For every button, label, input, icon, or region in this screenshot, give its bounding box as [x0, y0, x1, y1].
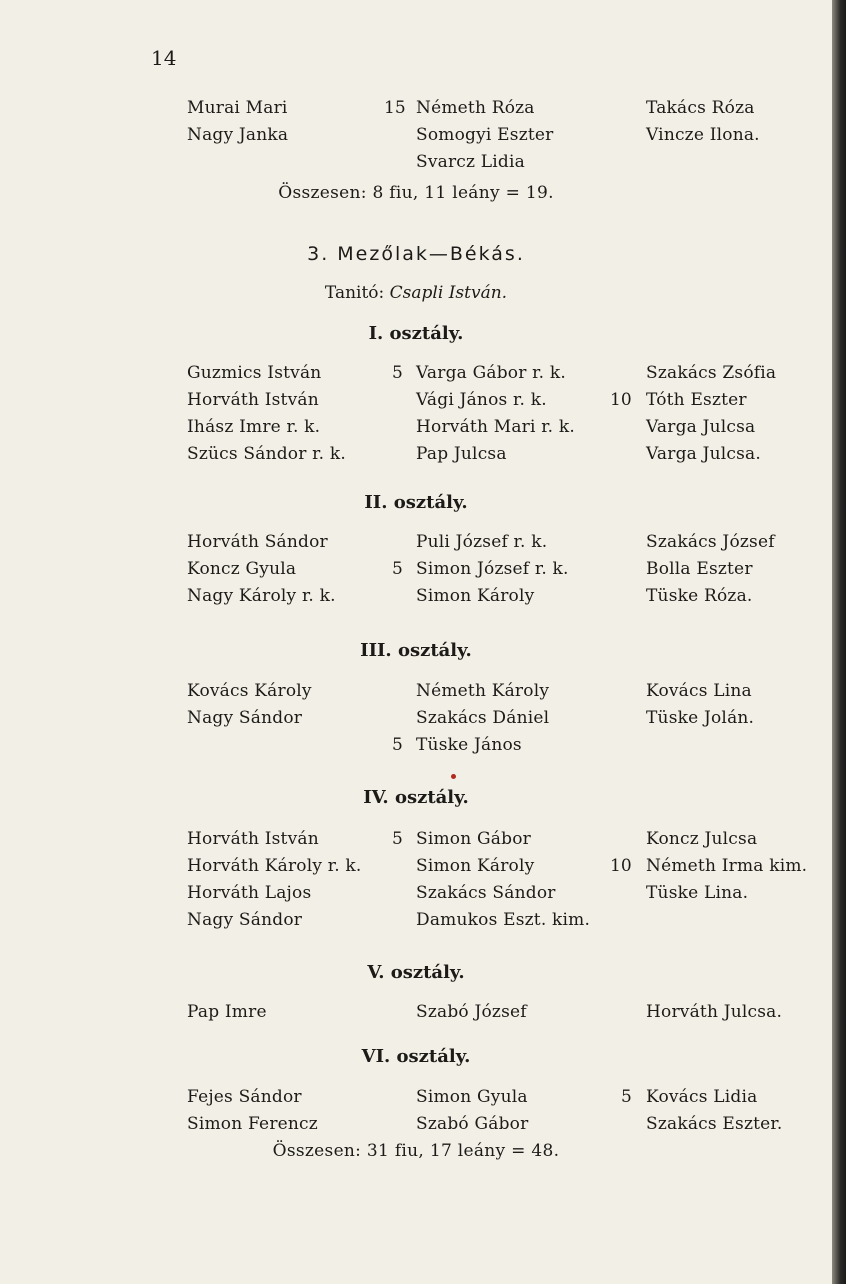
list-item: Guzmics István — [187, 363, 322, 383]
list-item: Kovács Károly — [187, 681, 312, 701]
list-item: Horváth Mari r. k. — [416, 417, 575, 437]
teacher-line — [0, 283, 832, 303]
class-heading: I. osztály. — [368, 323, 464, 344]
list-item: Szücs Sándor r. k. — [187, 444, 346, 464]
list-item: Pap Julcsa — [416, 444, 507, 464]
teacher-label: Tanitó: — [324, 283, 385, 303]
section-total: Összesen: 8 fiu, 11 leány = 19. — [278, 183, 554, 203]
list-item: Vági János r. k. — [416, 390, 547, 410]
list-item: Tüske János — [416, 735, 522, 755]
list-item: Varga Julcsa. — [646, 444, 761, 464]
row-marker: 5 — [621, 1087, 632, 1107]
list-item: Horváth Sándor — [187, 532, 328, 552]
book-spine — [832, 0, 846, 1284]
teacher-name: Csapli István. — [389, 283, 508, 303]
list-item: Horváth István — [187, 390, 319, 410]
list-item: Simon Gyula — [416, 1087, 528, 1107]
list-item: Nagy Károly r. k. — [187, 586, 336, 606]
list-item: Horváth Károly r. k. — [187, 856, 362, 876]
row-marker: 5 — [392, 829, 403, 849]
row-marker: 10 — [610, 390, 632, 410]
list-item: Damukos Eszt. kim. — [416, 910, 591, 930]
row-marker: 5 — [392, 735, 403, 755]
list-item: Tüske Lina. — [646, 883, 749, 903]
list-item: Horváth Julcsa. — [646, 1002, 783, 1022]
list-item: Fejes Sándor — [187, 1087, 302, 1107]
list-item: Tóth Eszter — [646, 390, 747, 410]
list-item: Nagy Sándor — [187, 708, 303, 728]
list-item: Somogyi Eszter — [416, 125, 554, 145]
list-item: Horváth Lajos — [187, 883, 312, 903]
list-item: Szakács József — [646, 532, 775, 552]
list-item: Németh Irma kim. — [646, 856, 808, 876]
class-heading: VI. osztály. — [361, 1046, 471, 1067]
list-item: Kovács Lidia — [646, 1087, 758, 1107]
list-item: Takács Róza — [646, 98, 755, 118]
ink-spot — [451, 774, 456, 779]
list-item: Ihász Imre r. k. — [187, 417, 321, 437]
class-heading: III. osztály. — [360, 640, 472, 661]
list-item: Simon Ferencz — [187, 1114, 318, 1134]
row-marker: 15 — [384, 98, 406, 118]
list-item: Varga Gábor r. k. — [416, 363, 566, 383]
list-item: Bolla Eszter — [646, 559, 753, 579]
list-item: Vincze Ilona. — [646, 125, 760, 145]
section-title: 3. Mezőlak—Békás. — [307, 243, 525, 265]
list-item: Simon Gábor — [416, 829, 531, 849]
list-item: Németh Róza — [416, 98, 535, 118]
row-marker: 5 — [392, 559, 403, 579]
list-item: Szabó Gábor — [416, 1114, 529, 1134]
list-item: Murai Mari — [187, 98, 288, 118]
list-item: Nagy Janka — [187, 125, 289, 145]
list-item: Nagy Sándor — [187, 910, 303, 930]
list-item: Tüske Jolán. — [646, 708, 755, 728]
row-marker: 10 — [610, 856, 632, 876]
list-item: Kovács Lina — [646, 681, 752, 701]
class-heading: V. osztály. — [367, 962, 465, 983]
class-heading: IV. osztály. — [363, 787, 469, 808]
list-item: Simon József r. k. — [416, 559, 569, 579]
list-item: Simon Károly — [416, 586, 535, 606]
list-item: Koncz Julcsa — [646, 829, 758, 849]
list-item: Varga Julcsa — [646, 417, 756, 437]
list-item: Pap Imre — [187, 1002, 267, 1022]
list-item: Puli József r. k. — [416, 532, 548, 552]
list-item: Horváth István — [187, 829, 319, 849]
class-heading: II. osztály. — [364, 492, 468, 513]
list-item: Svarcz Lidia — [416, 152, 525, 172]
list-item: Szakács Eszter. — [646, 1114, 783, 1134]
list-item: Szabó József — [416, 1002, 527, 1022]
section-total: Összesen: 31 fiu, 17 leány = 48. — [272, 1141, 560, 1161]
list-item: Simon Károly — [416, 856, 535, 876]
list-item: Tüske Róza. — [646, 586, 753, 606]
list-item: Szakács Zsófia — [646, 363, 777, 383]
page-number: 14 — [151, 46, 177, 70]
list-item: Koncz Gyula — [187, 559, 297, 579]
list-item: Szakács Dániel — [416, 708, 550, 728]
list-item: Szakács Sándor — [416, 883, 556, 903]
row-marker: 5 — [392, 363, 403, 383]
list-item: Németh Károly — [416, 681, 550, 701]
